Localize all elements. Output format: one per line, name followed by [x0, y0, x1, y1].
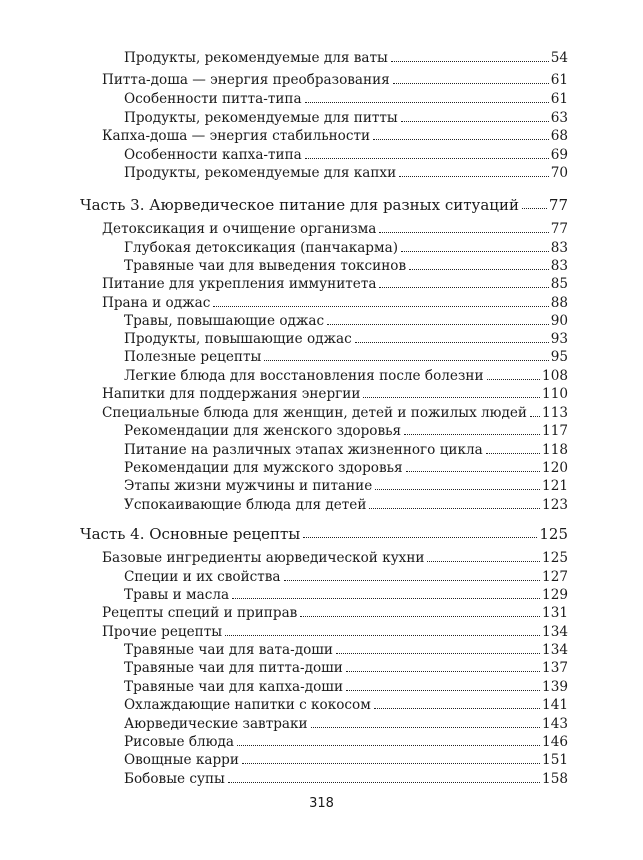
toc-entry[interactable] [102, 70, 568, 89]
dot-leader [264, 359, 548, 361]
toc-entry-page: 151 [542, 752, 568, 768]
dot-leader [346, 689, 540, 691]
toc-entry-page: 134 [542, 624, 568, 640]
dot-leader [487, 378, 541, 380]
toc-entry-page: 137 [542, 660, 568, 676]
dot-leader [409, 268, 549, 270]
toc-entry[interactable] [124, 440, 568, 459]
dot-leader [327, 323, 549, 325]
toc-entry-title: Бобовые супы [124, 771, 225, 787]
dot-leader [213, 305, 548, 307]
dot-leader [391, 60, 549, 62]
toc-entry-page: 125 [542, 550, 568, 566]
toc-entry-page: 113 [542, 405, 568, 421]
dot-leader [232, 597, 540, 599]
dot-leader [311, 726, 540, 728]
toc-entry-title: Особенности капха-типа [124, 147, 302, 163]
toc-entry[interactable] [102, 274, 568, 293]
toc-entry-page: 108 [542, 368, 568, 384]
toc-entry-title: Базовые ингредиенты аюрведической кухни [102, 550, 425, 566]
toc-entry-title: Рекомендации для женского здоровья [124, 423, 402, 439]
toc-entry[interactable] [124, 458, 568, 477]
toc-entry-page: 141 [542, 697, 568, 713]
toc-entry[interactable] [80, 195, 568, 214]
dot-leader [228, 781, 540, 783]
toc-entry-title: Специи и их свойства [124, 569, 281, 585]
toc-entry-page: 110 [542, 386, 568, 402]
toc-entry-page: 93 [550, 331, 568, 347]
toc-entry-title: Травяные чаи для вата-доши [124, 642, 333, 658]
toc-entry-title: Капха-доша — энергия стабильности [102, 128, 371, 144]
toc-entry-title: Легкие блюда для восстановления после болезни [124, 368, 484, 384]
toc-entry-page: 158 [542, 771, 568, 787]
toc-entry-page: 63 [550, 110, 568, 126]
dot-leader [363, 396, 540, 398]
toc-entry-title: Рисовые блюда [124, 734, 234, 750]
toc-entry-title: Этапы жизни мужчины и питание [124, 478, 373, 494]
toc-entry-title: Напитки для поддержания энергии [102, 386, 361, 402]
toc-entry-page: 120 [542, 460, 568, 476]
toc-entry[interactable] [102, 548, 568, 567]
toc-entry-page: 69 [550, 147, 568, 163]
dot-leader [305, 157, 549, 159]
dot-leader [346, 670, 540, 672]
toc-entry-page: 77 [548, 196, 568, 214]
toc-entry-page: 54 [550, 50, 568, 66]
toc-entry-page: 121 [542, 478, 568, 494]
dot-leader [242, 762, 540, 764]
toc-entry-page: 125 [539, 525, 568, 543]
toc-entry-title: Овощные карри [124, 752, 239, 768]
toc-entry[interactable] [124, 238, 568, 257]
toc-entry-title: Травы, повышающие оджас [124, 313, 325, 329]
toc-entry-title: Прочие рецепты [102, 624, 223, 640]
toc-entry-page: 143 [542, 716, 568, 732]
toc-entry-title: Питта-доша — энергия преобразования [102, 72, 390, 88]
dot-leader [399, 175, 549, 177]
dot-leader [379, 286, 548, 288]
toc-entry[interactable] [102, 622, 568, 641]
toc-entry-page: 61 [550, 72, 568, 88]
dot-leader [355, 341, 549, 343]
toc-entry[interactable] [124, 732, 568, 751]
toc-entry-title: Часть 3. Аюрведическое питание для разных ситуаций [80, 196, 519, 214]
dot-leader [393, 82, 549, 84]
toc-entry-title: Успокаивающие блюда для детей [124, 497, 367, 513]
dot-leader [379, 231, 548, 233]
toc-entry-page: 146 [542, 734, 568, 750]
toc-entry-title: Продукты, рекомендуемые для капхи [124, 165, 397, 181]
dot-leader [404, 433, 540, 435]
toc-entry[interactable] [102, 403, 568, 422]
dot-leader [522, 207, 547, 209]
toc-entry[interactable] [102, 384, 568, 403]
toc-entry-title: Травяные чаи для выведения токсинов [124, 258, 407, 274]
toc-entry-page: 77 [550, 221, 568, 237]
dot-leader [401, 120, 549, 122]
toc-entry-title: Травяные чаи для питта-доши [124, 660, 343, 676]
toc-entry[interactable] [124, 145, 568, 164]
toc-entry-page: 131 [542, 605, 568, 621]
toc-entry-title: Прана и оджас [102, 295, 211, 311]
toc-entry[interactable] [124, 421, 568, 440]
dot-leader [375, 488, 540, 490]
dot-leader [336, 652, 540, 654]
toc-entry-page: 88 [550, 295, 568, 311]
toc-entry-page: 117 [542, 423, 568, 439]
toc-entry-page: 123 [542, 497, 568, 513]
dot-leader [374, 707, 540, 709]
toc-entry[interactable] [124, 163, 568, 182]
toc-entry[interactable] [124, 495, 568, 514]
page-number: 318 [309, 796, 334, 811]
toc-entry[interactable] [124, 677, 568, 696]
toc-entry-page: 95 [550, 349, 568, 365]
toc-entry-page: 83 [550, 258, 568, 274]
toc-entry-title: Особенности питта-типа [124, 91, 302, 107]
toc-entry[interactable] [124, 640, 568, 659]
toc-entry[interactable] [124, 658, 568, 677]
dot-leader [369, 507, 540, 509]
toc-entry-title: Продукты, рекомендуемые для ваты [124, 50, 388, 66]
toc-entry-title: Часть 4. Основные рецепты [80, 525, 301, 543]
toc-entry-page: 90 [550, 313, 568, 329]
toc-entry-title: Полезные рецепты [124, 349, 262, 365]
dot-leader [427, 560, 540, 562]
toc-entry[interactable] [124, 714, 568, 733]
toc-entry[interactable] [124, 567, 568, 586]
toc-entry-title: Детоксикация и очищение организма [102, 221, 377, 237]
toc-entry-title: Рецепты специй и приправ [102, 605, 298, 621]
toc-entry[interactable] [124, 329, 568, 348]
toc-entry-title: Травы и масла [124, 587, 230, 603]
toc-entry[interactable] [102, 293, 568, 312]
toc-entry-page: 139 [542, 679, 568, 695]
toc-entry-title: Питание на различных этапах жизненного цикла [124, 442, 483, 458]
toc-entry[interactable] [102, 603, 568, 622]
toc-entry[interactable] [124, 476, 568, 495]
toc-entry-page: 134 [542, 642, 568, 658]
toc-entry-page: 85 [550, 276, 568, 292]
toc-entry[interactable] [124, 366, 568, 385]
toc-entry-title: Питание для укрепления иммунитета [102, 276, 377, 292]
toc-entry[interactable] [124, 108, 568, 127]
toc-entry[interactable] [124, 695, 568, 714]
toc-entry-title: Продукты, повышающие оджас [124, 331, 352, 347]
toc-entry[interactable] [102, 219, 568, 238]
toc-entry-page: 70 [550, 165, 568, 181]
toc-entry[interactable] [124, 585, 568, 604]
toc-entry-page: 127 [542, 569, 568, 585]
toc-entry-page: 61 [550, 91, 568, 107]
toc-entry[interactable] [124, 311, 568, 330]
toc-entry[interactable] [80, 524, 568, 543]
toc-entry-page: 68 [550, 128, 568, 144]
toc-entry-title: Рекомендации для мужского здоровья [124, 460, 403, 476]
toc-entry[interactable] [124, 769, 568, 788]
toc-entry[interactable] [124, 89, 568, 108]
toc-entry-title: Травяные чаи для капха-доши [124, 679, 344, 695]
dot-leader [373, 138, 549, 140]
toc-entry[interactable] [124, 750, 568, 769]
dot-leader [406, 470, 540, 472]
dot-leader [225, 634, 540, 636]
dot-leader [401, 250, 549, 252]
toc-entry-page: 129 [542, 587, 568, 603]
toc-entry-title: Глубокая детоксикация (панчакарма) [124, 240, 398, 256]
toc-entry-title: Специальные блюда для женщин, детей и пожилых людей [102, 405, 527, 421]
toc-entry[interactable] [124, 256, 568, 275]
toc-entry[interactable] [124, 48, 568, 67]
dot-leader [530, 415, 540, 417]
toc-entry-title: Аюрведические завтраки [124, 716, 308, 732]
toc-entry-page: 118 [542, 442, 568, 458]
toc-entry-title: Продукты, рекомендуемые для питты [124, 110, 398, 126]
dot-leader [284, 579, 541, 581]
toc-entry-title: Охлаждающие напитки с кокосом [124, 697, 371, 713]
dot-leader [486, 452, 540, 454]
dot-leader [237, 744, 540, 746]
dot-leader [303, 536, 537, 538]
dot-leader [305, 101, 549, 103]
dot-leader [300, 615, 540, 617]
toc-entry[interactable] [102, 126, 568, 145]
toc-entry[interactable] [124, 347, 568, 366]
toc-entry-page: 83 [550, 240, 568, 256]
